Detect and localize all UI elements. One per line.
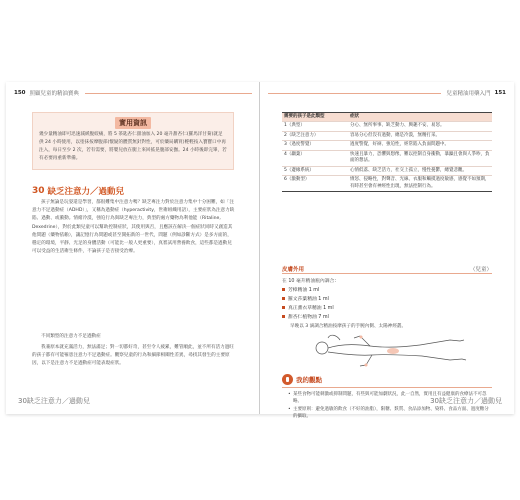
bullet-square-icon bbox=[282, 315, 285, 318]
section-heading bbox=[32, 185, 124, 197]
table-cell: 過度警覺，好辯、強迫性，經常陷入負面問題中。 bbox=[350, 142, 449, 147]
right-page bbox=[260, 82, 514, 420]
info-box bbox=[32, 112, 234, 170]
symptom-table bbox=[282, 112, 492, 192]
oil-item bbox=[282, 304, 334, 311]
table-row bbox=[282, 132, 492, 142]
oil-item-label: 芳樟精油 1 ml bbox=[288, 288, 320, 293]
rx-heading bbox=[282, 265, 492, 273]
section-title: 缺乏注意力／過動兒 bbox=[47, 187, 125, 197]
footer-right: 30缺乏注意力／過動兒 bbox=[430, 397, 502, 405]
rx-tag: （兒童） bbox=[469, 267, 492, 273]
table-cell: 容易分心但沒有過動，總是冷漠，無精打采。 bbox=[350, 132, 440, 138]
lightbulb-icon bbox=[282, 374, 293, 385]
header-title: 兒童精油用藥入門 bbox=[446, 91, 491, 97]
table-row bbox=[282, 122, 492, 132]
oil-item bbox=[282, 313, 329, 320]
table-header-row bbox=[282, 113, 492, 122]
left-page-header bbox=[14, 88, 252, 98]
table-row bbox=[282, 167, 492, 177]
paragraph: 孩子無論是玩耍還是學習，都很難集中注意力嗎？缺乏專注力對於注意力集中十分困難，如「注意力不足過動症（ADHD）」，又稱為過動症（hyperactivity，世衛組織用語），主要症狀為注意力缺陷、過動、或衝動。情緒冷漠，強迫行為與缺乏專注力，典型的處方藥物為利他能（Ritaline, Dexedrine），對於此類兒童可以幫助控制症狀，其使用與否，且應該在解決一個症狀同時又創造其他問題（藥物依賴），讓記憶行為問題或甚至開拓新的一世代，問題（例如診斷方式）是多方面的，穩定的環境，平靜、光足的身體活動（可能比一般人更重要），真嘗試用營養飲食，這些都是過動兒可以受益的生活衛生條件，不論孩子是否接受治療。 bbox=[32, 200, 235, 255]
oil-item-label: 甜杏仁植物油 7 ml bbox=[288, 315, 329, 320]
left-page bbox=[6, 82, 260, 414]
table-header-cell: 需要的孩子是此類型 bbox=[284, 114, 325, 119]
bullet-square-icon bbox=[282, 297, 285, 300]
info-box-text: 幾少量精油即可迅速減緩腹絞痛，將 5 茶匙杏仁甜油加入 20 毫升甜杏仁(羅馬洋甘菊)就足供 24 小時使用，以塗抹按摩腹部(懷疑的體質無針對性，可於藥局購買)輕輕按入寶寶口中再注入，每日至少 2 次，若有需要，將嬰兒放在腿上來回搖晃腹部安撫。24 小時後即完畢，若有必要再重新準備。 bbox=[39, 132, 227, 161]
rx-subtitle: 在 10 毫升精油瓶內調合： bbox=[282, 279, 340, 284]
child-massage-illustration bbox=[300, 332, 480, 370]
list-item: • 某些食物可能刺激或抑制問題，有些與可能加劇狀況，此一自然，實用且有益健康的食療法不可忽略。 bbox=[288, 391, 492, 406]
header-rule bbox=[268, 93, 441, 94]
table-cell: 3（過度警覺） bbox=[284, 142, 314, 147]
observation-title: 我的觀點 bbox=[296, 376, 322, 384]
section-number: 30 bbox=[32, 186, 45, 196]
page-number: 151 bbox=[494, 90, 506, 96]
table-cell: 6（激動型） bbox=[284, 177, 310, 182]
info-box-title: 實用資訊 bbox=[115, 117, 151, 129]
table-cell: 心情低落、缺乏活力，社交上孤立，慢性憂鬱，總覺悲觀。 bbox=[350, 167, 467, 173]
oil-item-label: 真正薰衣草精油 1 ml bbox=[288, 306, 334, 311]
observation-rule bbox=[282, 387, 492, 388]
table-cell: 5（邊緣系統） bbox=[284, 167, 314, 173]
rx-note: 早晚以 3 滴調合精油按摩孩子的手腕內側、太陽神經叢。 bbox=[290, 324, 407, 329]
oil-item bbox=[282, 295, 329, 302]
table-header-cell: 症狀 bbox=[350, 114, 359, 119]
right-page-header bbox=[268, 88, 506, 98]
table-cell: 憤怒、侵略性，對聲音、光線、衣服和觸摸過度敏感，感覺不如預期，有時甚至會有神經性出現，無法控制行為。 bbox=[350, 177, 490, 189]
footer-left: 30缺乏注意力／過動兒 bbox=[18, 397, 90, 405]
observation-heading bbox=[282, 374, 492, 385]
paragraph: 我兼原本就充滿活力，無法滿足；對一切都好奇，甚至令人疲累，難管順此，並不所有活力過旺的孩子都有可能罹患注意力不足過動症。觀察兒童的行為和細節相關性差異，尋找其發生的主要原因，以下是注意力不足過動症可能表現症狀。 bbox=[32, 345, 234, 367]
table-cell: 4（顳葉） bbox=[284, 151, 305, 157]
oil-item-label: 羅文莎葉精油 1 ml bbox=[288, 297, 329, 302]
header-title: 照顧兒童的精油寶典 bbox=[29, 91, 79, 97]
table-cell: 2（缺乏注意力） bbox=[284, 132, 319, 138]
oil-item bbox=[282, 286, 319, 293]
table-cell: 1（典型） bbox=[284, 123, 305, 128]
bullet-square-icon bbox=[282, 288, 285, 291]
rx-name: 皮膚外用 bbox=[282, 267, 305, 273]
table-cell: 快速且暴力，恐懼與想像，難以控制自身衝動，暴躁且會與人爭吵，負面的想法。 bbox=[350, 151, 490, 163]
table-row bbox=[282, 151, 492, 167]
rx-rule bbox=[282, 273, 492, 274]
paragraph: 不同類型的注意力不足過動症 bbox=[41, 334, 101, 339]
book-spread bbox=[6, 82, 514, 420]
table-cell: 分心、無所事事、缺乏動力、興趣不安、易怒。 bbox=[350, 123, 445, 128]
bullet-square-icon bbox=[282, 306, 285, 309]
header-rule bbox=[85, 93, 252, 94]
table-row bbox=[282, 176, 492, 191]
list-item: • 主要原則：避免過敏的飲食（不好的油脂），限糖、麩質、食品添加物、染料、食品方面、過度糖分的攝取。 bbox=[288, 406, 492, 421]
page-number: 150 bbox=[14, 90, 26, 96]
table-row bbox=[282, 141, 492, 151]
